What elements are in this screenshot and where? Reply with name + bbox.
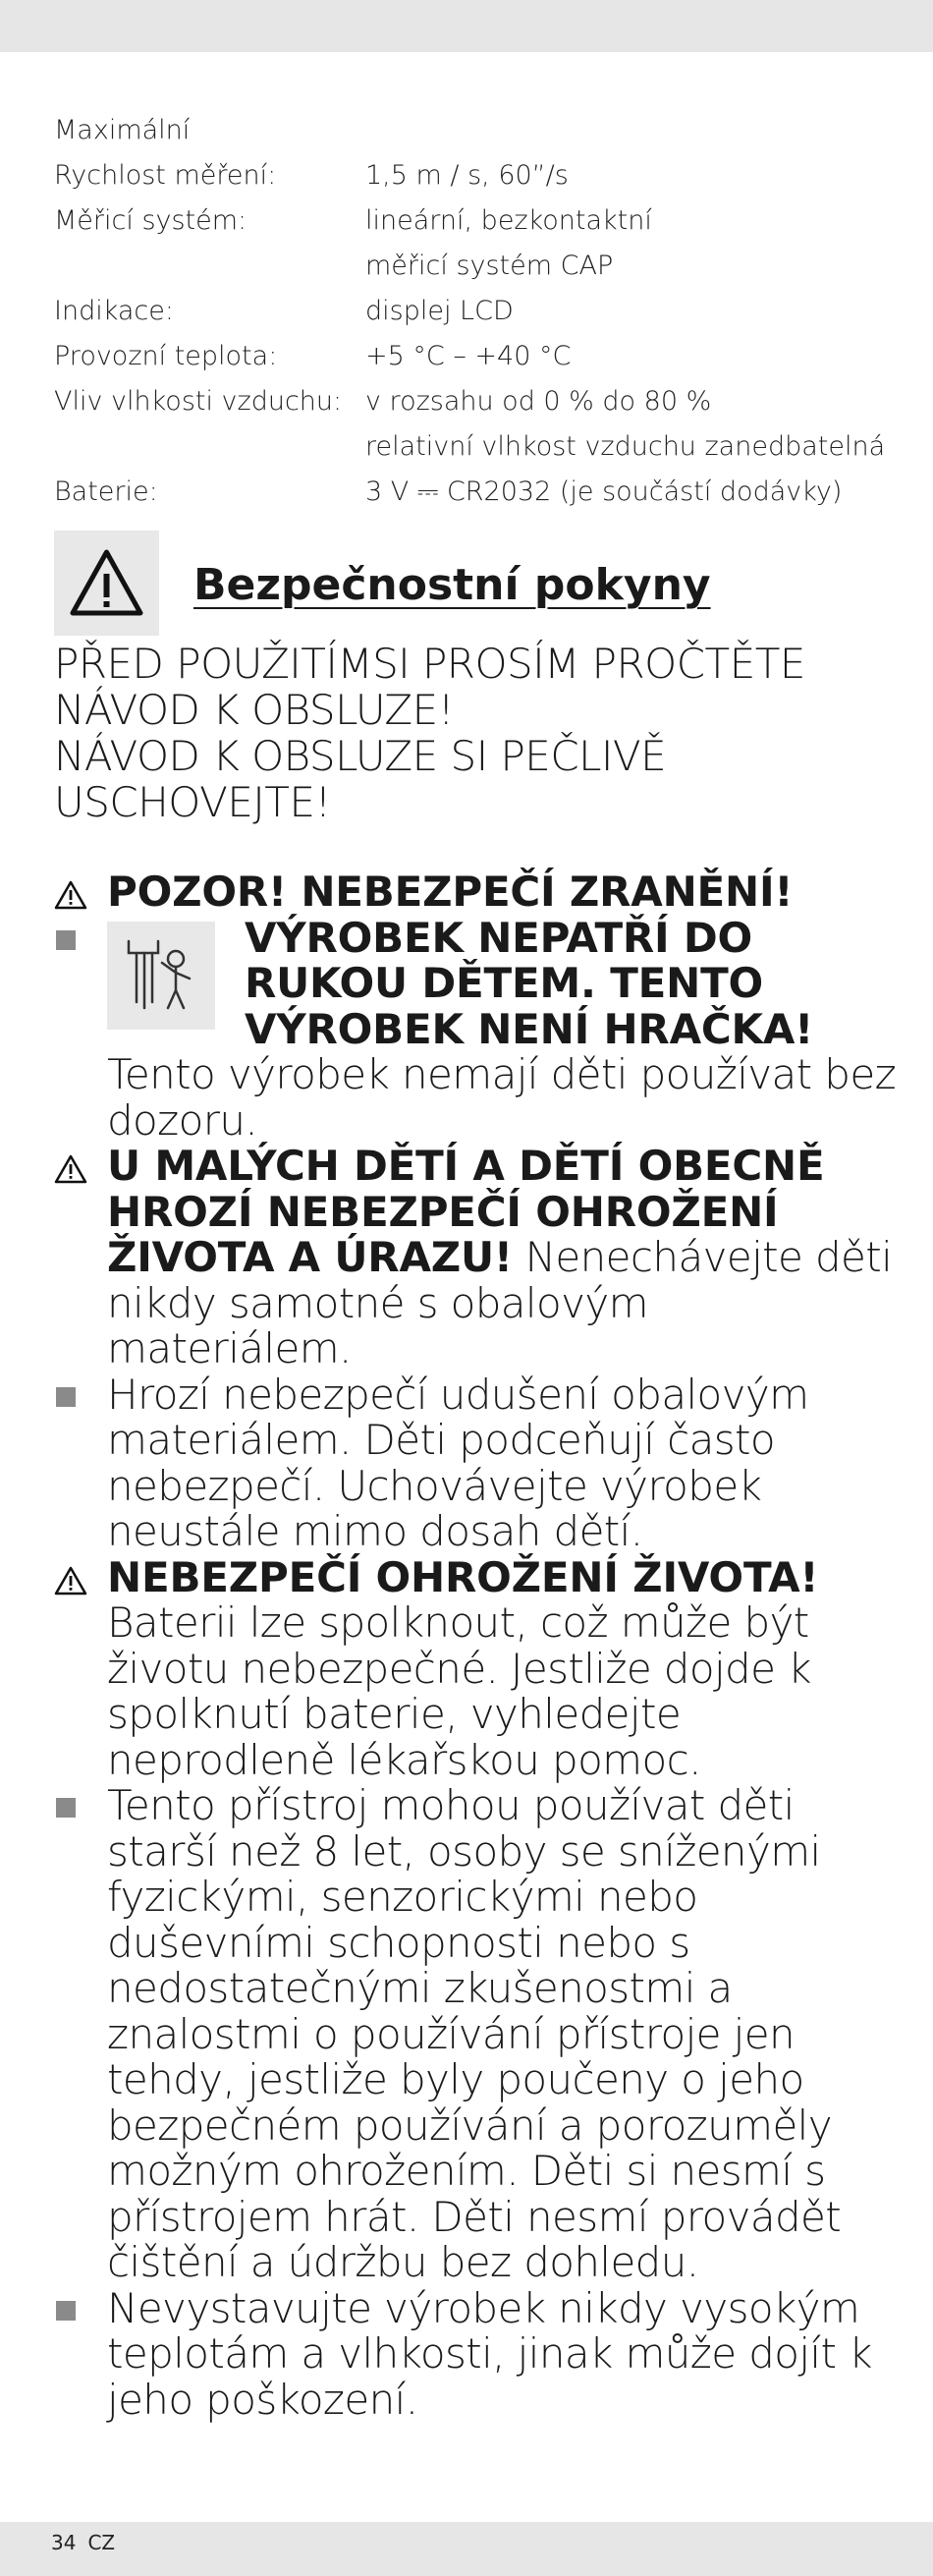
spec-label: Baterie: (54, 476, 158, 507)
spec-label: Maximální (54, 115, 191, 145)
spec-row (54, 108, 899, 153)
spec-value: +5 °C – +40 °C (365, 341, 572, 371)
spec-value: 3 V ⎓ CR2032 (je součástí dodávky) (365, 476, 843, 507)
spec-value: relativní vlhkost vzduchu zanedbatelná (365, 431, 886, 462)
section-title: Bezpečnostní pokyny (193, 560, 711, 610)
spec-label: Indikace: (54, 296, 174, 326)
child-warning-icon (107, 922, 215, 1030)
intro-warning (54, 641, 899, 825)
intro-line: NÁVOD K OBSLUZE SI PEČLIVĚ (54, 732, 667, 780)
language-code: CZ (87, 2531, 116, 2554)
bullet-children (54, 913, 899, 1145)
warning-heading: NEBEZPEČÍ OHROŽENÍ ŽIVOTA! (107, 1552, 819, 1601)
spec-row (54, 334, 899, 379)
warning-heading: POZOR! NEBEZPEČÍ ZRANĚNÍ! (107, 868, 794, 916)
spec-value: 1,5 m / s, 60”/s (365, 160, 569, 191)
spec-table (54, 108, 899, 515)
warning-battery (54, 1552, 899, 1784)
footer-bar (0, 2522, 933, 2576)
bullet-usage (54, 1783, 899, 2286)
top-bar (0, 0, 933, 52)
spec-label (54, 244, 365, 289)
bullet-text: Tento přístroj mohou používat děti starší než 8 let, osoby se sníženými fyzickými, senzorickými nebo duševními schopnosti nebo s nedostatečnými zkušenostmi a znalostmi o používání přístroje jen tehdy, jestliže byly poučeny o jeho bezpečném používání a porozuměly možným ohrožením. Děti si nesmí s přístrojem hrát. Děti nesmí provádět čištění a údržbu bez dohledu. (107, 1781, 842, 2286)
spec-row (54, 198, 899, 244)
section-heading (54, 531, 899, 639)
spec-value: lineární, bezkontaktní (365, 205, 652, 236)
bullet-suffocation (54, 1372, 899, 1555)
spec-label: Měřicí systém: (54, 205, 247, 236)
spec-label: Vliv vlhkosti vzduchu: (54, 386, 343, 417)
spec-row (54, 244, 899, 289)
warning-triangle-icon (54, 1144, 103, 1189)
spec-value: měřicí systém CAP (365, 251, 614, 281)
warning-text: Nenechávejte děti nikdy samotné s obalovým materiálem. (107, 1233, 893, 1372)
spec-row (54, 153, 899, 198)
warning-triangle-icon (54, 869, 103, 915)
spec-row (54, 470, 899, 515)
spec-value (365, 108, 899, 153)
spec-label (54, 424, 365, 470)
intro-line: USCHOVEJTE! (54, 778, 331, 826)
bullet-temperature (54, 2283, 899, 2424)
safety-content (54, 869, 899, 2423)
warning-triangle-icon (54, 1555, 103, 1600)
child-warning-heading: VÝROBEK NEPATŘÍ DO RUKOU DĚTEM. TENTO VÝROBEK NENÍ HRAČKA! (245, 913, 814, 1053)
spec-row (54, 379, 899, 424)
bullet-text: Nevystavujte výrobek nikdy vysokým teplotám a vlhkosti, jinak může dojít k jeho poškození. (107, 2283, 872, 2424)
footer (51, 2527, 127, 2558)
warning-children-danger (54, 1144, 899, 1372)
spec-label: Provozní teplota: (54, 341, 278, 371)
intro-line: PŘED POUŽITÍMSI PROSÍM PROČTĚTE (54, 640, 805, 688)
bullet-text: Hrozí nebezpečí udušení obalovým materiálem. Děti podceňují často nebezpečí. Uchovávejte výrobek neustále mimo dosah dětí. (107, 1370, 809, 1555)
warning-text: Baterii lze spolknout, což může být životu nebezpečné. Jestliže dojde k spolknutí baterie, vyhledejte neprodleně lékařskou pomoc. (107, 1598, 811, 1784)
warning-triangle-icon (54, 531, 159, 636)
child-warning-row (107, 913, 899, 1053)
bullet-square (54, 1372, 103, 1418)
page-number: 34 (51, 2531, 77, 2554)
child-warning-text: Tento výrobek nemají děti používat bez dozoru. (107, 1050, 897, 1145)
bullet-square (54, 1783, 103, 1828)
spec-value: v rozsahu od 0 % do 80 % (365, 386, 712, 417)
spec-row (54, 289, 899, 334)
bullet-square (54, 916, 103, 961)
spec-row (54, 424, 899, 470)
spec-value: displej LCD (365, 296, 514, 326)
bullet-square (54, 2286, 103, 2331)
intro-line: NÁVOD K OBSLUZE! (54, 686, 455, 734)
warning-heading: U MALÝCH DĚTÍ A DĚTÍ OBECNĚ HROZÍ NEBEZPEČÍ OHROŽENÍ ŽIVOTA A ÚRAZU! (107, 1142, 825, 1281)
warning-injury (54, 869, 899, 916)
spec-label: Rychlost měření: (54, 160, 277, 191)
